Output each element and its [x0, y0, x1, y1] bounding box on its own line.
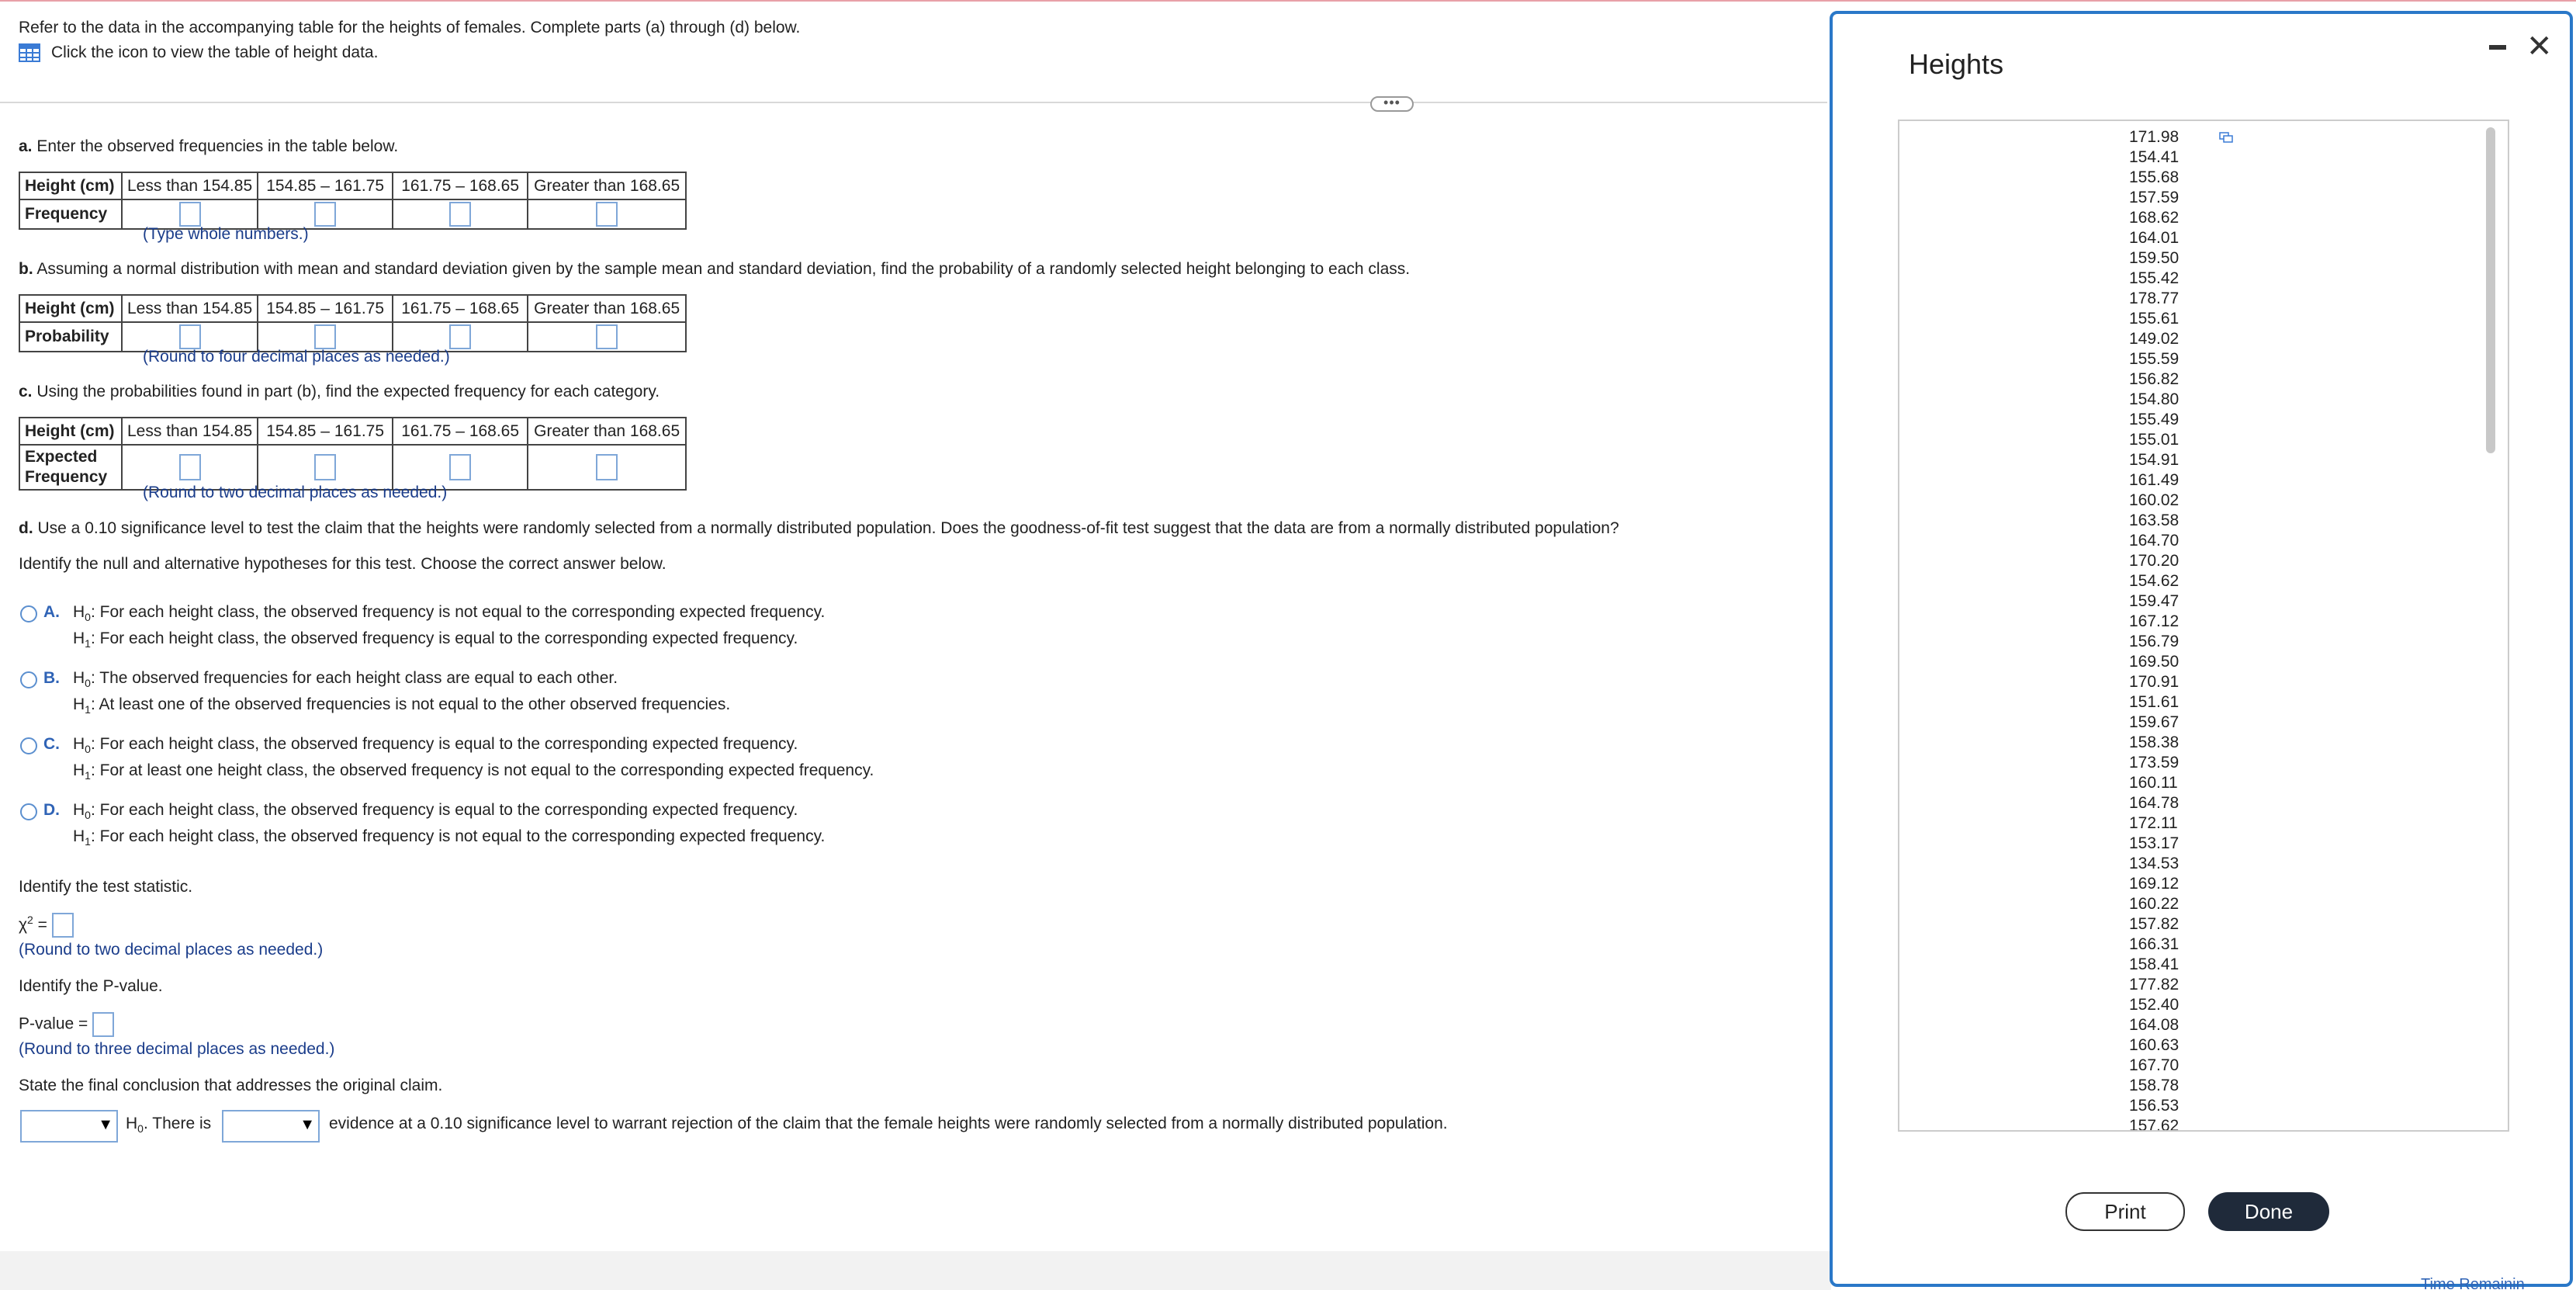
- pvalue-prompt: Identify the P-value.: [19, 977, 163, 995]
- height-value: 151.61: [2129, 693, 2180, 711]
- height-value: 156.79: [2129, 633, 2180, 650]
- expected-frequency-label: Expected Frequency: [19, 445, 122, 490]
- height-value: 164.08: [2129, 1016, 2180, 1034]
- reject-decision-dropdown[interactable]: [20, 1110, 118, 1143]
- dialog-title: Heights: [1909, 48, 2004, 80]
- probability-input-4[interactable]: [596, 324, 618, 349]
- height-value: 160.02: [2129, 491, 2180, 509]
- part-c-prompt: c. Using the probabilities found in part (b), find the expected frequency for each category.: [19, 383, 660, 401]
- print-button[interactable]: Print: [2065, 1192, 2185, 1231]
- height-value: 167.12: [2129, 612, 2180, 630]
- class-4-header: Greater than 168.65: [528, 418, 686, 445]
- radio-d[interactable]: [20, 803, 37, 820]
- height-value: 134.53: [2129, 855, 2180, 872]
- done-button[interactable]: Done: [2208, 1192, 2329, 1231]
- table-icon[interactable]: [19, 43, 40, 62]
- section-divider: [0, 102, 1827, 103]
- height-value: 167.70: [2129, 1056, 2180, 1074]
- class-3-header: 161.75 – 168.65: [393, 418, 528, 445]
- option-c-h0: $H_0$: For each height class, the observed frequency is equal to the corresponding expected frequency.: [73, 735, 798, 756]
- height-value: 169.50: [2129, 653, 2180, 671]
- height-value: 163.58: [2129, 511, 2180, 529]
- expected-frequency-input-4[interactable]: [596, 454, 618, 480]
- pvalue-label: P-value =: [19, 1014, 88, 1033]
- height-value: 160.63: [2129, 1036, 2180, 1054]
- height-value: 156.53: [2129, 1097, 2180, 1115]
- conclusion-text: evidence at a 0.10 significance level to warrant rejection of the claim that the female heights were randomly selected from a normally distributed population.: [329, 1115, 1448, 1132]
- radio-b[interactable]: [20, 671, 37, 688]
- height-value: 158.78: [2129, 1077, 2180, 1094]
- frequency-label: Frequency: [19, 199, 122, 229]
- row-header: Height (cm): [19, 418, 122, 445]
- table-link-row: [19, 40, 800, 65]
- time-remaining: Time Remainin: [2421, 1276, 2525, 1290]
- observed-frequency-input-4[interactable]: [596, 202, 618, 227]
- part-c-hint: (Round to two decimal places as needed.): [143, 484, 448, 501]
- observed-frequency-input-2[interactable]: [314, 202, 336, 227]
- height-value: 159.47: [2129, 592, 2180, 610]
- height-value: 159.50: [2129, 249, 2180, 267]
- instruction-text: Refer to the data in the accompanying table for the heights of females. Complete parts (a) through (d) below.: [19, 19, 801, 36]
- height-value: 157.62: [2129, 1117, 2180, 1132]
- option-b-h1: $H_1$: At least one of the observed frequencies is not equal to the other observed frequencies.: [73, 695, 731, 716]
- test-statistic-prompt: Identify the test statistic.: [19, 878, 193, 896]
- height-value: 154.80: [2129, 390, 2180, 408]
- radio-a[interactable]: [20, 605, 37, 622]
- height-value: 159.67: [2129, 713, 2180, 731]
- height-value: 173.59: [2129, 754, 2180, 772]
- pvalue-hint: (Round to three decimal places as needed.): [19, 1040, 335, 1058]
- height-value: 171.98: [2129, 128, 2180, 146]
- height-value: 172.11: [2129, 814, 2178, 832]
- height-value: 152.40: [2129, 996, 2180, 1014]
- height-value: 169.12: [2129, 875, 2180, 893]
- class-2-header: 154.85 – 161.75: [258, 172, 393, 199]
- option-c-h1: $H_1$: For at least one height class, the observed frequency is not equal to the corresponding expected frequency.: [73, 761, 874, 782]
- observed-frequency-input-1[interactable]: [179, 202, 201, 227]
- height-value: 164.70: [2129, 532, 2180, 550]
- observed-frequency-input-3[interactable]: [449, 202, 471, 227]
- option-letter: A.: [43, 603, 60, 621]
- evidence-dropdown[interactable]: [222, 1110, 320, 1143]
- height-value: 155.01: [2129, 431, 2180, 449]
- close-icon[interactable]: ✕: [2526, 29, 2553, 64]
- row-header: Height (cm): [19, 172, 122, 199]
- part-b-hint: (Round to four decimal places as needed.): [143, 348, 450, 366]
- height-value: 158.41: [2129, 955, 2180, 973]
- height-value: 177.82: [2129, 976, 2180, 994]
- height-value: 178.77: [2129, 290, 2180, 307]
- chi-square-label: $\chi^2$ =: [19, 913, 47, 934]
- dropdown-arrow-icon: ▼: [98, 1116, 113, 1133]
- chi-square-input[interactable]: [52, 913, 74, 938]
- height-value: 154.91: [2129, 451, 2180, 469]
- height-value: 149.02: [2129, 330, 2180, 348]
- height-value: 160.11: [2129, 774, 2178, 792]
- height-value: 154.62: [2129, 572, 2180, 590]
- height-value: 158.38: [2129, 733, 2180, 751]
- expand-handle[interactable]: •••: [1370, 96, 1414, 112]
- table-link-text[interactable]: Click the icon to view the table of height data.: [51, 43, 379, 61]
- height-value: 155.61: [2129, 310, 2180, 328]
- expected-frequency-input-2[interactable]: [314, 454, 336, 480]
- part-a-prompt: a. Enter the observed frequencies in the table below.: [19, 137, 399, 155]
- probability-input-1[interactable]: [179, 324, 201, 349]
- height-value: 156.82: [2129, 370, 2180, 388]
- height-value: 164.78: [2129, 794, 2180, 812]
- option-d-h0: $H_0$: For each height class, the observed frequency is equal to the corresponding expected frequency.: [73, 801, 798, 822]
- dropdown-arrow-icon: ▼: [299, 1116, 315, 1133]
- row-header: Height (cm): [19, 295, 122, 322]
- expected-frequency-input-3[interactable]: [449, 454, 471, 480]
- height-value: 168.62: [2129, 209, 2180, 227]
- probability-input-3[interactable]: [449, 324, 471, 349]
- class-4-header: Greater than 168.65: [528, 172, 686, 199]
- conclusion-h0: $H_0$. There is: [126, 1115, 212, 1136]
- height-value: 155.68: [2129, 168, 2180, 186]
- scrollbar[interactable]: [2486, 127, 2495, 453]
- radio-c[interactable]: [20, 737, 37, 754]
- part-c-table: [19, 417, 687, 491]
- height-value: 153.17: [2129, 834, 2180, 852]
- probability-input-2[interactable]: [314, 324, 336, 349]
- probability-label: Probability: [19, 322, 122, 352]
- conclusion-prompt: State the final conclusion that addresses the original claim.: [19, 1077, 443, 1094]
- height-value: 161.49: [2129, 471, 2180, 489]
- option-letter: D.: [43, 801, 60, 819]
- height-value: 154.41: [2129, 148, 2180, 166]
- minimize-icon[interactable]: [2489, 45, 2506, 50]
- option-a-h1: $H_1$: For each height class, the observed frequency is equal to the corresponding expected frequency.: [73, 629, 798, 650]
- class-1-header: Less than 154.85: [122, 172, 258, 199]
- part-b-table: [19, 294, 687, 352]
- option-letter: B.: [43, 669, 60, 687]
- height-value: 160.22: [2129, 895, 2180, 913]
- height-value: 170.20: [2129, 552, 2180, 570]
- class-1-header: Less than 154.85: [122, 418, 258, 445]
- part-a-table: [19, 172, 687, 230]
- hypothesis-prompt: Identify the null and alternative hypotheses for this test. Choose the correct answer below.: [19, 555, 667, 573]
- copy-icon[interactable]: [2219, 132, 2233, 143]
- height-value: 155.59: [2129, 350, 2180, 368]
- option-d-h1: $H_1$: For each height class, the observed frequency is not equal to the corresponding expected frequency.: [73, 827, 826, 848]
- class-2-header: 154.85 – 161.75: [258, 418, 393, 445]
- option-letter: C.: [43, 735, 60, 753]
- bottom-strip: [0, 1251, 1831, 1290]
- option-a-h0: $H_0$: For each height class, the observed frequency is not equal to the corresponding expected frequency.: [73, 603, 826, 624]
- option-b-h0: $H_0$: The observed frequencies for each height class are equal to each other.: [73, 669, 618, 690]
- class-2-header: 154.85 – 161.75: [258, 295, 393, 322]
- pvalue-row: [19, 1012, 114, 1037]
- expected-frequency-input-1[interactable]: [179, 454, 201, 480]
- chi-square-row: [19, 913, 74, 938]
- heights-dialog: [1830, 11, 2573, 1287]
- top-accent-line: [0, 0, 2576, 2]
- part-d-prompt: d. Use a 0.10 significance level to test the claim that the heights were randomly selected from a normally distributed population. Does the goodness-of-fit test suggest that the data are from a normally distributed population?: [19, 519, 1619, 537]
- height-value: 164.01: [2129, 229, 2180, 247]
- part-b-prompt: b. Assuming a normal distribution with mean and standard deviation given by the sample mean and standard deviation, find the probability of a randomly selected height belonging to each class.: [19, 260, 1411, 278]
- heights-list: [2129, 127, 2179, 1132]
- height-value: 155.42: [2129, 269, 2180, 287]
- heights-data-panel[interactable]: [1898, 120, 2509, 1132]
- class-1-header: Less than 154.85: [122, 295, 258, 322]
- class-3-header: 161.75 – 168.65: [393, 295, 528, 322]
- chi-square-hint: (Round to two decimal places as needed.): [19, 941, 324, 959]
- height-value: 166.31: [2129, 935, 2180, 953]
- part-a-hint: (Type whole numbers.): [143, 225, 309, 243]
- pvalue-input[interactable]: [92, 1012, 114, 1037]
- height-value: 170.91: [2129, 673, 2180, 691]
- class-3-header: 161.75 – 168.65: [393, 172, 528, 199]
- height-value: 157.82: [2129, 915, 2180, 933]
- height-value: 157.59: [2129, 189, 2180, 206]
- intro: [19, 16, 800, 65]
- height-value: 155.49: [2129, 411, 2180, 428]
- class-4-header: Greater than 168.65: [528, 295, 686, 322]
